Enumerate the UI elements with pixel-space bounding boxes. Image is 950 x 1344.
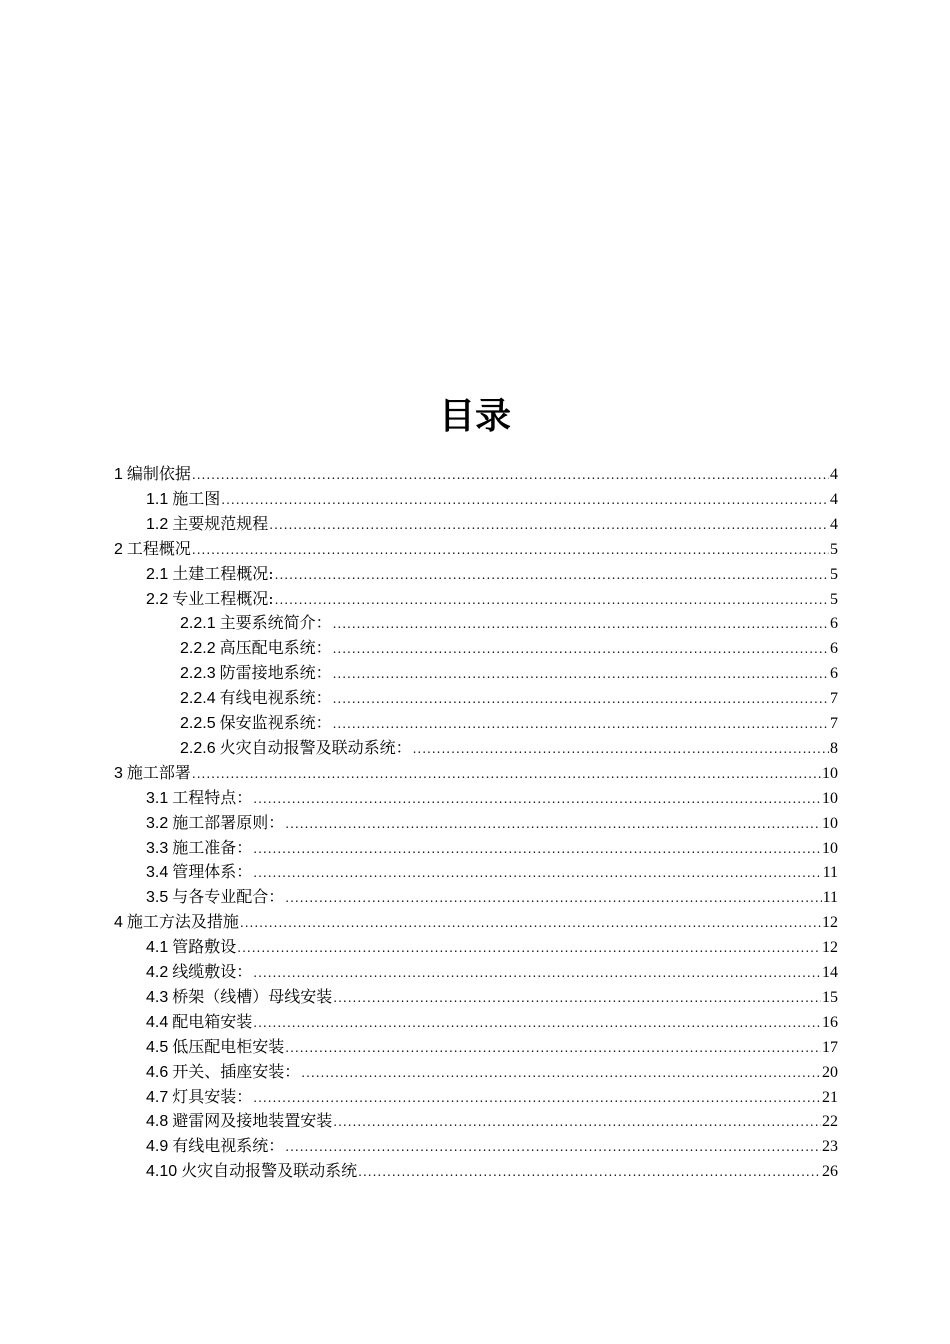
toc-entry-title: 避雷网及接地装置安装 [172,1111,333,1131]
toc-entry-number: 2.1 [146,565,169,583]
toc-dot-leader [301,1061,821,1086]
toc-entry[interactable] [180,610,838,635]
toc-entry[interactable] [146,486,838,511]
toc-entry-title: 保安监视系统： [219,713,332,732]
toc-entry-title: 工程特点： [172,787,253,807]
toc-entry[interactable] [180,735,838,760]
toc-entry[interactable] [146,1084,838,1109]
toc-dot-leader [333,1110,821,1135]
toc-dot-leader [253,1011,821,1036]
toc-entry[interactable] [114,536,838,561]
toc-entry-number: 2 [114,540,123,558]
toc-entry-number: 3.4 [146,864,169,882]
toc-entry-number: 4.8 [146,1113,169,1131]
toc-entry-page: 26 [822,1163,838,1181]
toc-entry-page: 6 [830,640,838,658]
toc-dot-leader [192,538,829,563]
toc-entry-number: 3 [114,764,123,782]
toc-entry-title: 管理体系： [172,862,253,882]
toc-entry[interactable] [180,660,838,685]
toc-entry-page: 12 [822,914,838,932]
toc-entry-page: 11 [822,889,838,907]
toc-dot-leader [221,488,829,513]
toc-dot-leader [285,886,821,911]
toc-entry-page: 23 [822,1138,838,1156]
toc-entry[interactable] [146,785,838,810]
toc-entry-page: 14 [822,964,838,981]
toc-entry-number: 4.9 [146,1138,169,1156]
toc-entry-number: 4.4 [146,1013,169,1031]
toc-dot-leader [192,762,821,787]
toc-dot-leader [358,1160,821,1185]
toc-entry-number: 4.10 [146,1163,178,1181]
toc-entry-page: 21 [822,1088,838,1106]
toc-entry[interactable] [180,635,838,660]
toc-entry-title: 有线电视系统： [219,688,332,708]
toc-entry-number: 3.3 [146,839,169,857]
toc-entry-number: 4.6 [146,1063,169,1081]
toc-entry[interactable] [146,1034,838,1059]
toc-entry-title: 防雷接地系统： [219,663,332,683]
toc-entry-page: 10 [822,789,838,807]
toc-entry-title: 线缆敷设： [172,962,253,981]
toc-entry-number: 2.2.2 [180,640,216,658]
toc-entry-number: 2.2.6 [180,739,216,757]
toc-entry-page: 5 [830,540,838,558]
toc-entry-number: 2.2.4 [180,690,216,708]
toc-dot-leader [285,812,821,837]
toc-entry[interactable] [114,760,838,785]
toc-entry[interactable] [146,1158,838,1183]
toc-dot-leader [285,1036,821,1061]
toc-entry[interactable] [146,1133,838,1158]
toc-entry-page: 17 [822,1038,838,1056]
toc-entry-page: 7 [830,715,838,732]
toc-dot-leader [333,662,829,687]
toc-entry[interactable] [146,959,838,984]
toc-entry-title: 土建工程概况: [172,563,274,583]
toc-dot-leader [240,911,821,936]
toc-dot-leader [253,861,821,886]
toc-entry-title: 火灾自动报警及联动系统 [181,1161,358,1181]
toc-entry-number: 4.3 [146,988,169,1006]
toc-entry-title: 与各专业配合： [172,887,285,907]
toc-dot-leader [192,463,829,488]
toc-dot-leader [275,563,829,588]
toc-entry[interactable] [146,511,838,536]
toc-dot-leader [275,588,829,613]
toc-entry-number: 3.1 [146,789,169,807]
toc-entry[interactable] [146,810,838,835]
toc-dot-leader [333,712,829,737]
toc-entry-page: 10 [822,814,838,832]
toc-entry-page: 7 [830,690,838,708]
toc-entry-page: 15 [822,988,838,1006]
toc-dot-leader [333,637,829,662]
toc-entry-title: 主要系统简介： [219,613,332,633]
toc-entry[interactable] [146,835,838,860]
toc-entry-number: 1 [114,466,123,483]
toc-entry-title: 施工部署原则： [172,812,285,832]
toc-entry[interactable] [180,710,838,735]
toc-entry-page: 4 [830,490,838,508]
toc-entry-number: 1.2 [146,515,169,533]
toc-dot-leader [333,612,829,637]
toc-entry[interactable] [146,884,838,909]
toc-entry-page: 6 [830,615,838,633]
toc-entry-title: 桥架（线槽）母线安装 [172,986,333,1006]
toc-dot-leader [269,513,829,538]
toc-entry-page: 20 [822,1063,838,1081]
toc-entry[interactable] [146,1108,838,1133]
toc-entry[interactable] [146,859,838,884]
toc-entry-page: 8 [830,739,838,757]
toc-dot-leader [285,1135,821,1160]
toc-entry-title: 施工准备： [172,837,253,857]
toc-entry-page: 12 [822,939,838,957]
toc-entry[interactable] [146,586,838,611]
toc-entry-title: 灯具安装： [172,1086,253,1106]
toc-entry-number: 4 [114,914,123,932]
toc-entry-title: 开关、插座安装： [172,1061,301,1081]
toc-entry-number: 2.2.5 [180,715,216,732]
toc-entry-number: 3.5 [146,889,169,907]
toc-entry-title: 编制依据 [126,464,191,483]
toc-entry-page: 5 [830,590,838,608]
toc-entry-page: 5 [830,565,838,583]
toc-entry[interactable] [146,561,838,586]
toc-entry-title: 有线电视系统： [172,1136,285,1156]
toc-entry-number: 2.2.1 [180,615,216,633]
page-title: 目录 [438,396,511,437]
toc-entry-page: 10 [822,839,838,857]
toc-entry[interactable] [146,1059,838,1084]
toc-entry-title: 火灾自动报警及联动系统： [219,737,412,757]
toc-entry[interactable] [146,1009,838,1034]
toc-entry-page: 16 [822,1013,838,1031]
toc-entry-title: 低压配电柜安装 [172,1036,285,1056]
toc-entry-title: 施工方法及措施 [126,912,239,932]
toc-entry-title: 主要规范规程 [172,513,269,533]
toc-entry[interactable] [146,934,838,959]
toc-dot-leader [253,787,821,812]
toc-entry-title: 专业工程概况: [172,588,274,608]
toc-dot-leader [333,687,829,712]
toc-entry-title: 管路敷设 [172,937,237,957]
toc-entry[interactable] [146,984,838,1009]
toc-entry-page: 4 [830,466,838,483]
toc-entry-page: 22 [822,1113,838,1131]
toc-dot-leader [253,837,821,862]
toc-entry-title: 高压配电系统： [219,638,332,658]
toc-entry-number: 4.2 [146,964,169,981]
toc-entry-page: 4 [830,515,838,533]
toc-dot-leader [253,1086,821,1111]
toc-entry-title: 施工部署 [126,762,191,782]
toc-entry-page: 11 [822,864,838,882]
toc-entry[interactable] [180,685,838,710]
toc-entry-title: 配电箱安装 [172,1011,253,1031]
toc-dot-leader [413,737,829,762]
toc-entry-number: 3.2 [146,814,169,832]
toc-entry-number: 4.1 [146,939,169,957]
toc-entry-page: 6 [830,665,838,683]
toc-entry-number: 1.1 [146,490,169,508]
toc-entry[interactable] [114,461,838,486]
toc-entry-title: 施工图 [172,488,221,508]
toc-entry[interactable] [114,909,838,934]
toc-entry-number: 4.7 [146,1088,169,1106]
toc-entry-number: 2.2 [146,590,169,608]
toc-entry-page: 10 [822,764,838,782]
toc-entry-number: 4.5 [146,1038,169,1056]
toc-dot-leader [253,961,821,986]
toc-entry-title: 工程概况 [126,538,191,558]
toc-dot-leader [237,936,821,961]
toc-entry-number: 2.2.3 [180,665,216,683]
toc-dot-leader [333,986,821,1011]
